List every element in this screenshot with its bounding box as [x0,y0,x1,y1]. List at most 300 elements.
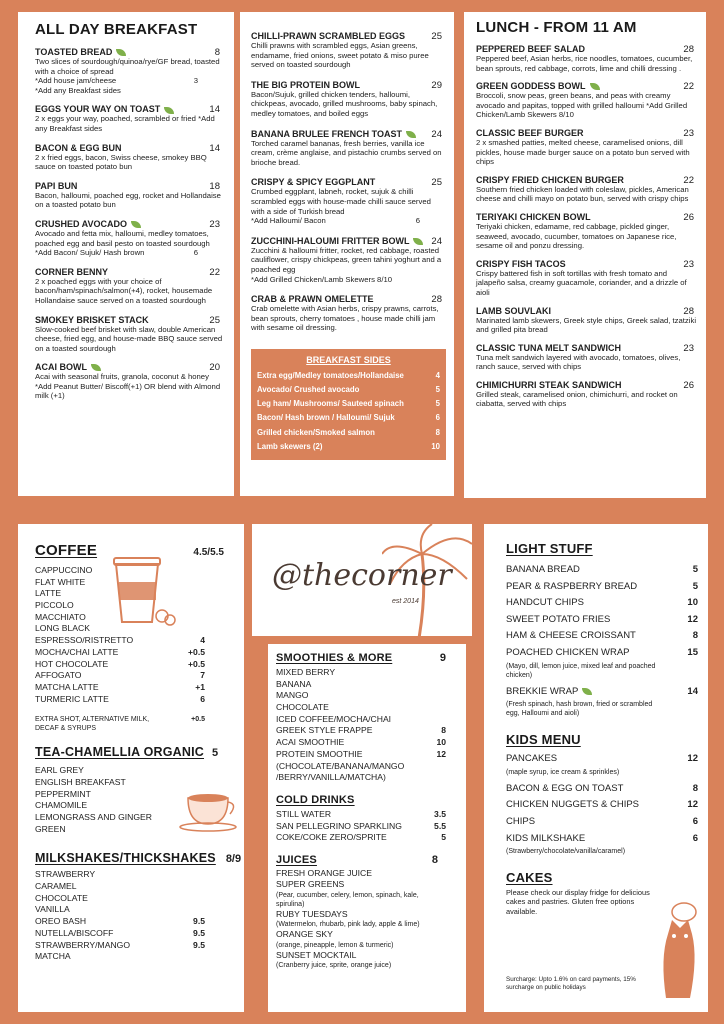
item-price: 9.5 [193,916,205,927]
item-name: /BERRY/VANILLA/MATCHA) [276,772,386,783]
item-description: Teriyaki chicken, edamame, red cabbage, pickled ginger, seaweed, avocado, cucumber, tomatoes on Japanese rice, sesame oil and ponzu dressing. [476,221,677,251]
side-price: 5 [435,385,440,395]
item-description: Zucchini & halloumi fritter, rocket, red cabbage, roasted cauliflower, crispy chickpeas, green tahini yoghurt and a poached egg [251,245,442,274]
side-price: 6 [435,413,440,423]
item-name: CRISPY FISH TACOS [476,258,566,269]
list-row [35,904,205,916]
item-price: 9.5 [193,927,205,938]
list-row [35,893,205,905]
juices-price: 8 [431,853,438,866]
smoothies-panel [268,644,466,1012]
milkshakes-title: MILKSHAKES/THICKSHAKES [35,851,216,866]
item-description: Crispy battered fish in soft tortillas with fresh tomato and jalapeño salsa, creamy guacamole, coriander, and a drizzle of aioli [476,268,687,297]
item-price: 5 [441,832,446,843]
item-price [406,714,446,726]
item-name: HANDCUT CHIPS [506,597,584,609]
cakes-title: CAKES [506,870,553,886]
menu-item [476,212,698,251]
list-row [276,702,446,714]
item-description: (Mayo, dill, lemon juice, mixed leaf and poached chicken) [506,662,656,679]
item-name: ACAI SMOOTHIE [276,737,345,748]
item-name: BACON & EGG BUN [35,142,122,153]
item-price: 23 [683,127,694,139]
list-row [506,781,698,798]
list-row [276,667,446,679]
list-row [35,765,234,777]
item-name: CORNER BENNY [35,266,109,277]
item-name: ACAI BOWL [35,362,224,372]
section-title: LUNCH - FROM 11 AM [476,19,637,36]
smoothies-list [276,667,446,784]
list-row [276,821,446,833]
side-row [257,383,440,397]
item-description: Two slices of sourdough/quinoa/rye/GF bread, toasted with a choice of spread [35,57,220,76]
list-row [276,832,446,844]
side-name: Avocado/ Crushed avocado [257,385,360,395]
list-row [35,939,205,962]
item-price: 15 [687,646,698,658]
item-name: GREEN GODDESS BOWL [476,81,698,91]
item-name: STRAWBERRY [35,869,96,880]
item-name: SAN PELLEGRINO SPARKLING [276,820,402,831]
item-price: 29 [431,79,442,91]
item-description: Torched caramel bananas, fresh berries, vanilla ice cream, crème anglaise, and pistachio crumbs served on brioche bread. [251,138,442,167]
menu-item [251,80,446,119]
item-description: (Cranberry juice, sprite, orange juice) [276,962,392,970]
side-row [257,397,440,411]
list-row [276,749,446,761]
item-name: ORANGE SKY [276,929,333,940]
item-name: CHIPS [506,815,536,827]
item-name: HAM & CHEESE CROISSANT [506,630,636,642]
menu-item [35,104,224,133]
coffee-extras: EXTRA SHOT, ALTERNATIVE MILK, DECAF & SYRUPS +0.5 [35,716,205,733]
list-row [276,690,446,702]
list-row [506,579,698,596]
juices-list [276,868,436,971]
item-name: TOASTED BREAD [35,47,224,57]
list-row [506,612,698,629]
item-name: POACHED CHICKEN WRAP [506,646,630,658]
vegetarian-leaf-icon [590,83,600,90]
item-description: (Pear, cucumber, celery, lemon, spinach, kale, spirulina) [276,891,419,908]
cakes-description: Please check our display fridge for delicious cakes and pastries. Gluten free options available. [506,888,650,916]
item-name: EARL GREY [35,765,84,776]
item-price: 14 [209,104,220,116]
vegetarian-leaf-icon [164,107,174,114]
list-row [506,751,698,768]
item-price: 3.5 [434,808,446,819]
item-name: PEPPERED BEEF SALAD [476,44,586,54]
item-name: CHIMICHURRI STEAK SANDWICH [476,379,622,390]
lunch-list [476,44,698,409]
item-price: 5.5 [434,820,446,831]
item-price [165,881,205,893]
item-name: VANILLA [35,904,70,915]
item-price: 12 [687,799,698,811]
item-description: 2 x eggs your way, poached, scrambled or fried *Add any Breakfast sides [35,114,215,133]
side-row [257,440,440,454]
item-name: LAMB SOUVLAKI [476,305,551,316]
item-name: MIXED BERRY [276,667,336,677]
item-description: Grilled steak, caramelised onion, chimichurri, and rocket on ciabatta, served with chips [476,389,678,409]
item-name: OREO BASH [35,916,87,927]
item-price: 10 [687,597,698,609]
milkshakes-list [35,869,205,962]
item-description: Chilli prawns with scrambled eggs, Asian greens, endamame, fried onions, sweet potato & miso puree served on toasted sourdough [251,41,429,70]
side-price: 4 [435,370,440,380]
item-name: STRAWBERRY/MANGO MATCHA [35,939,131,962]
vegetarian-leaf-icon [413,238,423,245]
item-description: (orange, pineapple, lemon & turmeric) [276,941,394,949]
item-description: Marinated lamb skewers, Greek style chips, Greek salad, tzatziki and grilled pita bread [476,315,697,335]
item-price: 23 [683,342,694,354]
item-price: 5 [692,564,698,575]
milkshakes-price: 8/9 [225,853,242,866]
item-extra: *Add Bacon/ Sujuk/ Hash brown 6 [35,248,198,258]
light-stuff-title: LIGHT STUFF [506,541,593,556]
item-name: CRISPY FRIED CHICKEN BURGER [476,174,624,185]
menu-item [35,362,224,401]
sides-title: BREAKFAST SIDES [306,354,391,365]
item-price [406,667,446,679]
item-price: 23 [683,258,694,270]
item-price: 24 [431,235,442,247]
item-name: BACON & EGG ON TOAST [506,782,624,794]
item-description: 2 x poached eggs with your choice of bacon/ham/spinach/salmon(+4), rocket, housemade Hollandaise sauce served on a toasted sourdough [35,276,213,305]
list-row [35,916,205,928]
drinks-panel [18,524,244,1012]
item-name: PEPPERMINT [35,788,91,799]
list-row [506,797,698,814]
item-price: 20 [209,362,220,374]
item-price [406,702,446,714]
item-name: FLAT WHITE [35,576,86,587]
side-name: Leg ham/ Mushrooms/ Sauteed spinach [257,399,404,409]
menu-item [251,177,446,225]
item-name: ENGLISH BREAKFAST [35,776,126,787]
item-description: (maple syrup, ice cream & sprinkles) [506,768,620,776]
item-description: (Fresh spinach, hash brown, fried or scrambled egg, Halloumi and aioli) [506,701,653,718]
vegetarian-leaf-icon [582,688,592,695]
item-price [406,761,446,773]
side-price: 5 [435,399,440,409]
item-name: CHILLI-PRAWN SCRAMBLED EGGS [251,31,405,41]
menu-item [35,181,224,210]
item-name: CHICKEN NUGGETS & CHIPS [506,799,640,811]
logo-panel [252,524,472,636]
section-title: ALL DAY BREAKFAST [35,21,198,38]
item-name: TERIYAKI CHICKEN BOWL [476,211,591,222]
list-row [506,562,698,579]
item-name: PROTEIN SMOOTHIE [276,748,363,759]
item-name: CRAB & PRAWN OMELETTE [251,294,374,305]
item-description: Bacon/Sujuk, grilled chicken tenders, halloumi, chickpeas, avocado, grilled mushrooms, baby spinach, medley tomatoes, and boiled eggs [251,89,438,118]
side-price: 8 [435,427,440,437]
item-price [406,772,446,784]
list-row [276,809,446,821]
item-name: RUBY TUESDAYS [276,908,348,919]
item-name: CLASSIC BEEF BURGER [476,127,584,138]
vegetarian-leaf-icon [116,49,126,56]
list-row [276,761,446,773]
item-price: 24 [431,128,442,140]
item-name: MANGO [276,690,309,701]
cold-drinks-list [276,809,446,844]
menu-item [251,236,446,284]
vegetarian-leaf-icon [131,221,141,228]
kids-menu-title: KIDS MENU [506,732,581,748]
logo-est: est 2014 [392,598,419,605]
item-name: BANANA BRULEE FRENCH TOAST [251,129,446,139]
list-row [35,635,205,647]
menu-item [476,343,698,372]
specials-list [251,31,446,333]
breakfast-sides-box [251,349,446,460]
item-name: ESPRESSO/RISTRETTO [35,635,134,646]
coffee-price: 4.5/5.5 [193,547,224,558]
menu-item [476,175,698,204]
list-row [276,714,446,726]
list-row [35,928,205,940]
item-name: CAPPUCCINO [35,565,93,575]
item-description: 2 x fried eggs, bacon, Swiss cheese, smokey BBQ sauce on toasted potato bun [35,152,207,172]
menu-item [35,47,224,95]
item-description: Acai with seasonal fruits, granola, coconut & honey *Add Peanut Butter/ Biscoff(+1) OR blend with Almond milk (+1) [35,372,221,401]
item-name: ZUCCHINI-HALOUMI FRITTER BOWL [251,236,446,246]
item-price: 25 [209,314,220,326]
side-row [257,411,440,425]
item-price: 22 [209,266,220,278]
list-row [35,670,205,682]
surcharge-note: Surcharge: Upto 1.6% on card payments, 15% surcharge on public holidays [506,976,636,991]
item-description: Tuna melt sandwich layered with avocado, tomatoes, olives, ranch sauce, served with chips [476,352,681,372]
list-row [276,868,436,880]
tea-price: 5 [212,747,219,760]
item-name: SMOKEY BRISKET STACK [35,314,149,325]
smoothies-price: 9 [439,652,446,664]
logo-text: @thecorner [272,558,452,593]
list-row [35,694,205,706]
item-price: 14 [209,142,220,154]
item-price: 12 [436,748,446,759]
item-name: LATTE [35,588,62,599]
item-price: 7 [200,670,205,681]
item-price: 10 [436,737,446,748]
item-price: +0.5 [188,658,205,669]
item-name: CRUSHED AVOCADO [35,219,224,229]
item-extra: *Add house jam/cheese 3 [35,76,198,86]
item-price: 4 [200,635,205,646]
menu-item [476,128,698,167]
item-price [406,690,446,702]
menu-item [476,306,698,335]
list-row [276,929,436,950]
item-name: PEAR & RASPBERRY BREAD [506,580,638,592]
list-row [506,831,698,848]
item-price: 25 [431,177,442,189]
item-name: CHOCOLATE [35,892,88,903]
item-price: 26 [683,211,694,223]
cat-chef-icon [654,898,704,1008]
item-price: 8 [214,47,220,58]
item-name: EGGS YOUR WAY ON TOAST [35,104,224,114]
list-row [506,595,698,612]
menu-item [35,267,224,306]
menu-item [251,31,446,70]
item-name: LONG BLACK [35,623,90,634]
item-price: 6 [200,693,205,704]
item-price: 12 [687,613,698,625]
item-extra-price: 3 [193,76,198,86]
menu-item [251,129,446,168]
item-name: PAPI BUN [35,180,78,191]
item-name: SUPER GREENS [276,879,345,890]
item-description: (Watermelon, rhubarb, pink lady, apple & lime) [276,921,420,929]
item-description: 2 x smashed patties, melted cheese, caramelised onions, dill pickles, house made burger sauce on a potato bun served with chips [476,137,690,167]
item-name: NUTELLA/BISCOFF [35,927,114,938]
smoothies-title: SMOOTHIES & MORE [276,652,393,664]
item-name: TURMERIC LATTE [35,693,109,704]
item-name: CHOCOLATE [276,702,329,713]
side-row [257,426,440,440]
item-name: GREEK STYLE FRAPPE [276,725,373,736]
item-name: GREEN [35,823,66,834]
item-name: KIDS MILKSHAKE [506,832,586,844]
item-description: Avocado and fetta mix, halloumi, medley tomatoes, poached egg and basil pesto on toasted sourdough [35,228,210,248]
item-name: (CHOCOLATE/BANANA/MANGO [276,760,405,771]
item-price: +1 [195,681,205,692]
item-extra-price: 6 [415,216,420,226]
item-price: 18 [209,180,220,192]
item-price: 8 [441,725,446,736]
vegetarian-leaf-icon [91,364,101,371]
item-name: CRISPY & SPICY EGGPLANT [251,177,376,188]
item-name: FRESH ORANGE JUICE [276,867,372,878]
item-price: 14 [687,685,698,697]
item-name: SUNSET MOCKTAIL [276,949,357,960]
item-price: 22 [683,81,694,93]
list-row [506,628,698,645]
cold-drinks-title: COLD DRINKS [276,793,355,806]
item-name: MOCHA/CHAI LATTE [35,646,119,657]
item-name: CARAMEL [35,881,77,892]
item-name: THE BIG PROTEIN BOWL [251,79,360,90]
item-name: BANANA BREAD [506,564,580,575]
coffee-title: COFFEE [35,542,98,559]
vegetarian-leaf-icon [406,131,416,138]
item-price: 23 [209,218,220,230]
item-price: 6 [692,832,698,844]
sides-list [257,369,440,454]
item-price: 25 [431,31,442,42]
list-row [276,737,446,749]
list-row [35,869,205,881]
menu-item [476,44,698,73]
tea-title: TEA-CHAMELLIA ORGANIC [35,745,205,760]
list-row [506,645,698,662]
item-price: 6 [692,815,698,827]
item-extra: *Add Halloumi/ Bacon 6 [251,216,420,226]
item-name: BREKKIE WRAP [506,684,592,701]
list-row [35,659,205,671]
list-row [276,725,446,737]
menu-item [35,143,224,172]
list-row [276,909,436,930]
item-price [165,904,205,916]
juices-title: JUICES [276,853,317,866]
side-name: Grilled chicken/Smoked salmon [257,427,375,437]
item-name: PICCOLO [35,600,74,611]
list-row [276,950,436,971]
item-price: 5 [692,580,698,592]
item-description: Bacon, halloumi, poached egg, rocket and Hollandaise on a toasted potato bun [35,190,221,210]
menu-item [476,380,698,409]
item-name: AFFOGATO [35,670,82,681]
item-name: ICED COFFEE/MOCHA/CHAI [276,713,392,724]
item-name: BANANA [276,678,312,689]
list-row [35,647,205,659]
menu-item [35,315,224,354]
item-name: COKE/COKE ZERO/SPRITE [276,832,387,843]
teacup-icon [178,784,244,834]
item-price: 28 [431,294,442,306]
item-name: LEMONGRASS AND GINGER [35,812,152,822]
item-description: Crab omelette with Asian herbs, crispy prawns, carrots, bean sprouts, cherry tomatoes , house made chilli jam with sesame oil dressing. [251,304,439,333]
all-day-breakfast-panel [18,12,234,496]
item-description: Broccoli, snow peas, green beans, and peas with creamy avocado and papitas, topped with grilled halloumi *Add Grilled Chicken/Lamb Skewers 8/10 [476,91,688,120]
item-extra: *Add any Breakfast sides [35,85,121,95]
item-price: 22 [683,174,694,186]
item-name: PANCAKES [506,753,558,765]
side-name: Extra egg/Medley tomatoes/Hollandaise [257,370,404,380]
item-name: SWEET POTATO FRIES [506,613,611,625]
item-name: MATCHA LATTE [35,681,99,692]
list-row [35,682,205,694]
light-stuff-list [506,562,698,718]
item-price [406,679,446,691]
item-price [165,869,205,881]
side-price: 10 [431,441,440,451]
item-extra: *Add Grilled Chicken/Lamb Skewers 8/10 [251,274,393,284]
item-description: (Strawberry/chocolate/vanilla/caramel) [506,848,626,856]
item-extra-price: 6 [193,248,198,258]
item-description: Southern fried chicken loaded with coleslaw, pickles, American cheese and chilli mayo on potato bun, served with crispy chips [476,184,689,204]
kids-menu-list [506,751,698,856]
item-price: 8 [692,782,698,794]
item-name: CHAMOMILE [35,800,88,811]
list-row [276,679,446,691]
light-stuff-panel [484,524,708,1012]
lunch-panel [464,12,706,498]
list-row [35,881,205,893]
item-price: +0.5 [188,646,205,657]
item-price: 26 [683,379,694,391]
item-price: 8 [692,630,698,642]
breakfast-list [35,47,224,401]
menu-item [476,81,698,120]
item-description: Slow-cooked beef brisket with slaw, double American cheese, fried egg, and house-made BBQ sauce served on a toasted sourdough [35,324,223,353]
breakfast-specials-panel [240,12,454,496]
side-name: Lamb skewers (2) [257,441,323,451]
item-name: CLASSIC TUNA MELT SANDWICH [476,342,621,353]
item-name: STILL WATER [276,808,332,819]
item-name: MACCHIATO [35,611,86,622]
list-row [276,772,446,784]
list-row [506,684,698,701]
menu-item [35,219,224,258]
item-price: 28 [683,44,694,55]
